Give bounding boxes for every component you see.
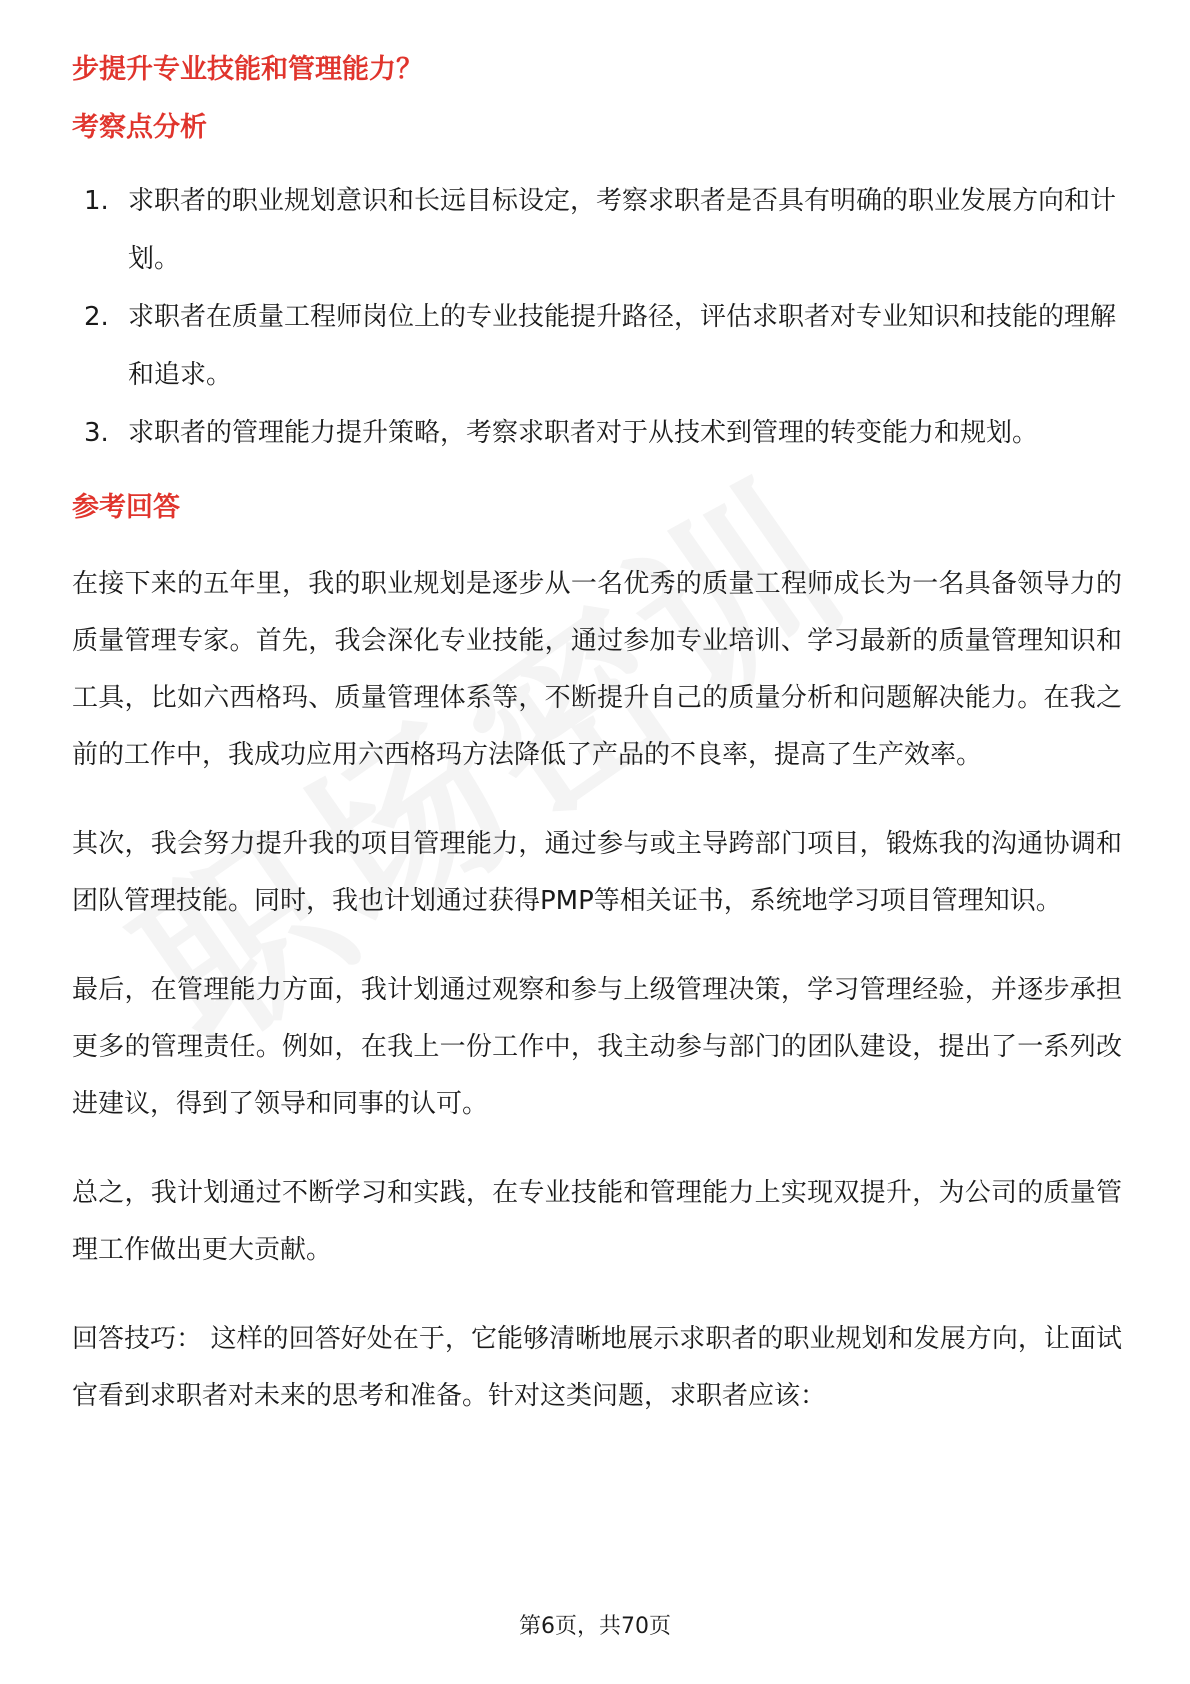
list-item-text: 求职者的职业规划意识和长远目标设定，考察求职者是否具有明确的职业发展方向和计划。 (128, 186, 1117, 274)
analysis-list (72, 172, 1122, 462)
answer-paragraph: 在接下来的五年里，我的职业规划是逐步从一名优秀的质量工程师成长为一名具备领导力的质量管理专家。首先，我会深化专业技能，通过参加专业培训、学习最新的质量管理知识和工具，比如六西格玛、质量管理体系等，不断提升自己的质量分析和问题解决能力。在我之前的工作中，我成功应用六西格玛方法降低了产品的不良率，提高了生产效率。 (72, 569, 1122, 770)
list-item-text: 求职者的管理能力提升策略，考察求职者对于从技术到管理的转变能力和规划。 (128, 418, 1039, 448)
list-item-text: 求职者在质量工程师岗位上的专业技能提升路径，评估求职者对专业知识和技能的理解和追求。 (128, 302, 1117, 390)
page-footer (0, 1612, 1190, 1642)
page-number-label: 第6页，共70页 (519, 1614, 671, 1639)
answer-paragraph: 其次，我会努力提升我的项目管理能力，通过参与或主导跨部门项目，锻炼我的沟通协调和团队管理技能。同时，我也计划通过获得PMP等相关证书，系统地学习项目管理知识。 (72, 829, 1122, 916)
answer-paragraph: 最后，在管理能力方面，我计划通过观察和参与上级管理决策，学习管理经验，并逐步承担更多的管理责任。例如，在我上一份工作中，我主动参与部门的团队建设，提出了一系列改进建议，得到了领导和同事的认可。 (72, 975, 1122, 1119)
list-item-number: 2. (84, 302, 109, 332)
list-item-number: 1. (84, 186, 109, 216)
list-item (72, 288, 1122, 404)
question-heading-tail: 步提升专业技能和管理能力？ (72, 54, 423, 85)
list-item (72, 404, 1122, 462)
list-item (72, 172, 1122, 288)
answer-heading: 参考回答 (72, 492, 180, 523)
answer-tips-paragraph: 回答技巧： 这样的回答好处在于，它能够清晰地展示求职者的职业规划和发展方向，让面试官看到求职者对未来的思考和准备。针对这类问题，求职者应该： (72, 1324, 1122, 1411)
document-page (72, 46, 1122, 1425)
analysis-heading: 考察点分析 (72, 112, 207, 143)
list-item-number: 3. (84, 418, 109, 448)
answer-paragraph: 总之，我计划通过不断学习和实践，在专业技能和管理能力上实现双提升，为公司的质量管理工作做出更大贡献。 (72, 1178, 1122, 1265)
